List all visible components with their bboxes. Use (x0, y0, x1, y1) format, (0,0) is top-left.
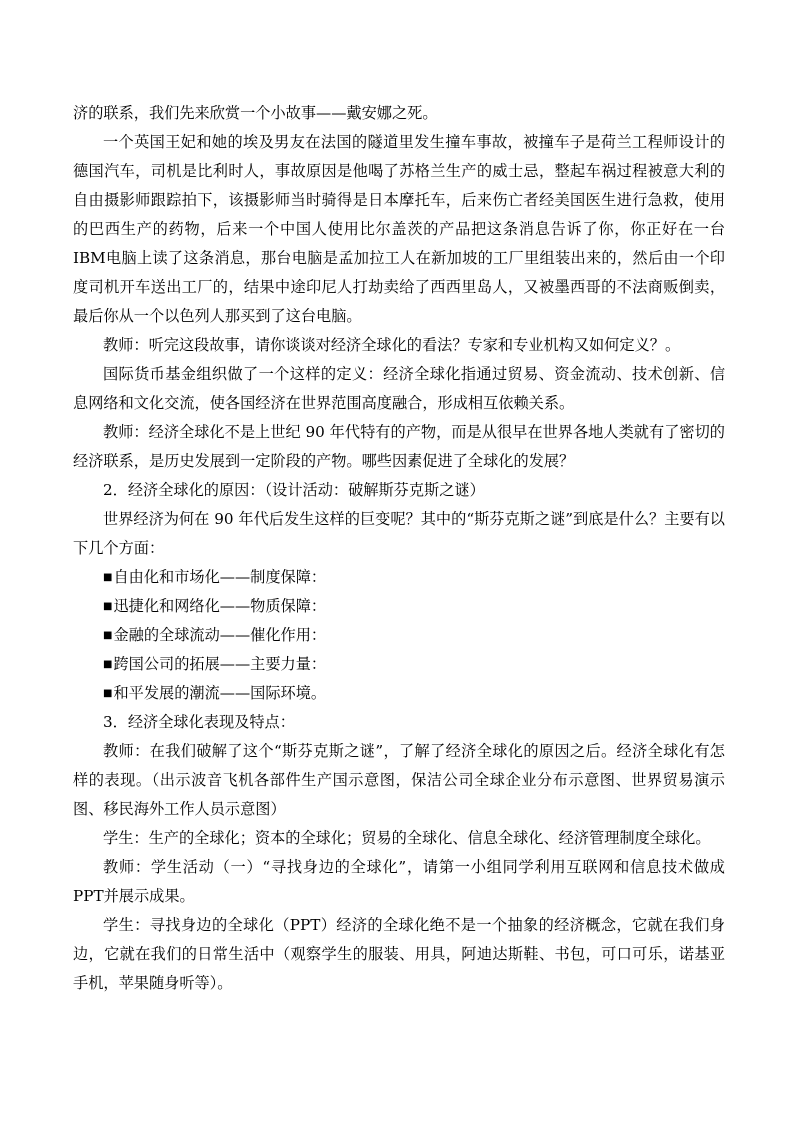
paragraph-intro: 济的联系，我们先来欣赏一个小故事——戴安娜之死。 (73, 104, 438, 122)
bullet-text: 跨国公司的拓展——主要力量： (113, 655, 327, 673)
paragraph-teacher-manifestations: 教师：在我们破解了这个“斯芬克斯之谜”，了解了经济全球化的原因之后。经济全球化有怎样的表现。（出示波音飞机各部件生产国示意图，保洁公司全球企业分布示意图、世界贸易演示图、移民海外工作人员示意图） (73, 742, 725, 818)
paragraph-student-answer: 学生：生产的全球化；资本的全球化；贸易的全球化、信息全球化、经济管理制度全球化。 (103, 829, 711, 847)
bullet-text: 迅捷化和网络化——物质保障： (113, 597, 327, 615)
paragraph-sphinx-riddle: 世界经济为何在 90 年代后发生这样的巨变呢？其中的“斯芬克斯之谜”到底是什么？主要有以下几个方面： (73, 510, 725, 557)
document-page (73, 99, 725, 998)
paragraph-teacher-activity: 教师：学生活动（一）“寻找身边的全球化”，请第一小组同学利用互联网和信息技术做成PPT并展示成果。 (73, 858, 725, 905)
bullet-square-icon: ■ (103, 688, 113, 699)
heading-manifestations: 3．经济全球化表现及特点： (103, 713, 295, 731)
bullet-square-icon: ■ (103, 630, 113, 641)
paragraph-teacher-question: 教师：听完这段故事，请你谈谈对经济全球化的看法？专家和专业机构又如何定义？。 (103, 336, 681, 354)
bullet-item-finance (73, 621, 725, 650)
bullet-item-liberalization (73, 563, 725, 592)
paragraph-student-ppt: 学生：寻找身边的全球化（PPT）经济的全球化绝不是一个抽象的经济概念，它就在我们身边，它就在我们的日常生活中（观察学生的服装、用具，阿迪达斯鞋、书包，可口可乐，诺基亚手机，苹果随身听等）。 (73, 916, 725, 992)
bullet-text: 自由化和市场化——制度保障： (113, 568, 327, 586)
bullet-item-multinationals (73, 650, 725, 679)
bullet-square-icon: ■ (103, 601, 113, 612)
paragraph-teacher-history: 教师：经济全球化不是上世纪 90 年代特有的产物，而是从很早在世界各地人类就有了密切的经济联系，是历史发展到一定阶段的产物。哪些因素促进了全球化的发展？ (73, 423, 725, 470)
bullet-item-networking (73, 592, 725, 621)
bullet-text: 和平发展的潮流——国际环境。 (113, 684, 327, 702)
bullet-item-peace (73, 679, 725, 708)
heading-causes: 2．经济全球化的原因：（设计活动：破解斯芬克斯之谜） (103, 481, 485, 499)
paragraph-diana-story: 一个英国王妃和她的埃及男友在法国的隧道里发生撞车事故，被撞车子是荷兰工程师设计的德国汽车，司机是比利时人，事故原因是他喝了苏格兰生产的威士忌，整起车祸过程被意大利的自由摄影师跟踪拍下，该摄影师当时骑得是日本摩托车，后来伤亡者经美国医生进行急救，使用的巴西生产的药物，后来一个中国人使用比尔盖茨的产品把这条消息告诉了你，你正好在一台IBM电脑上读了这条消息，那台电脑是孟加拉工人在新加坡的工厂里组装出来的，然后由一个印度司机开车送出工厂的，结果中途印尼人打劫卖给了西西里岛人，又被墨西哥的不法商贩倒卖，最后你从一个以色列人那买到了这台电脑。 (73, 133, 725, 325)
bullet-square-icon: ■ (103, 572, 113, 583)
bullet-text: 金融的全球流动——催化作用： (113, 626, 327, 644)
paragraph-imf-definition: 国际货币基金组织做了一个这样的定义：经济全球化指通过贸易、资金流动、技术创新、信息网络和文化交流，使各国经济在世界范围高度融合，形成相互依赖关系。 (73, 365, 725, 412)
bullet-square-icon: ■ (103, 659, 113, 670)
